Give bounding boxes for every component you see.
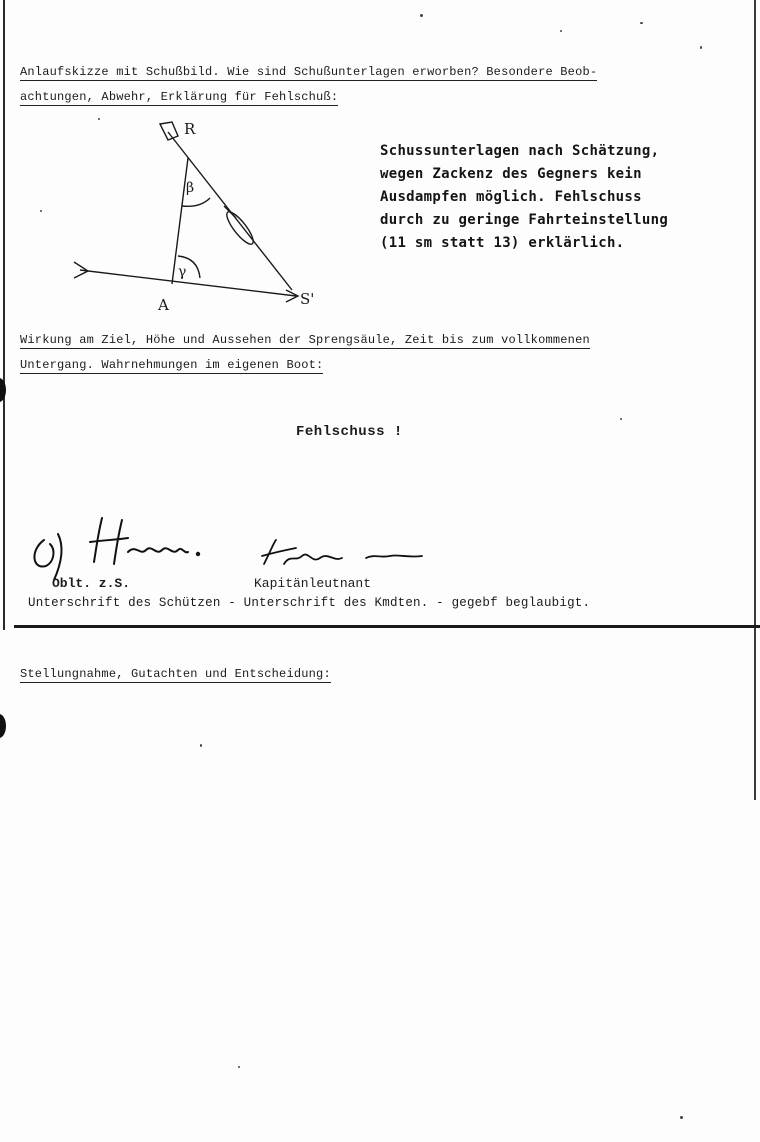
sketch-torpedo-mark (224, 206, 236, 218)
section2-heading-line1: Wirkung am Ziel, Höhe und Aussehen der Sprengsäule, Zeit bis zum vollkommenen (20, 333, 590, 347)
scan-speck (680, 1116, 683, 1119)
signature-caption: Unterschrift des Schützen - Unterschrift des Kmdten. - gegebf beglaubigt. (28, 596, 591, 610)
commander-rank: Kapitänleutnant (254, 576, 372, 591)
sketch-angle-beta: β (186, 180, 195, 196)
section-divider (14, 625, 760, 628)
sketch-track-line (80, 270, 296, 296)
section3-heading: Stellungnahme, Gutachten und Entscheidung: (20, 667, 331, 681)
sketch-angle-arc-upper (182, 198, 210, 206)
note-line-3: Ausdampfen möglich. Fehlschuss (380, 189, 642, 205)
sketch-label-a: A (158, 296, 169, 314)
section1-heading-line2: achtungen, Abwehr, Erklärung für Fehlschuß: (20, 90, 339, 104)
scan-speck (420, 14, 423, 17)
scan-speck (238, 1066, 240, 1068)
scan-speck (200, 744, 202, 747)
note-line-1: Schussunterlagen nach Schätzung, (380, 143, 660, 159)
sketch-line-r-s (168, 132, 292, 290)
commander-signature (256, 534, 436, 574)
result-text: Fehlschuss ! (296, 424, 403, 440)
note-line-4: durch zu geringe Fahrteinstellung (380, 212, 669, 228)
sketch-label-s: S' (300, 290, 315, 308)
sketch-angle-gamma: γ (178, 264, 187, 280)
section2-heading-line2: Untergang. Wahrnehmungen im eigenen Boot: (20, 358, 324, 372)
scan-speck (560, 30, 562, 32)
scan-speck (700, 46, 702, 49)
scan-speck (620, 418, 622, 420)
firing-data-note (380, 140, 668, 255)
punch-hole-bottom (0, 714, 6, 738)
attack-sketch (60, 110, 330, 320)
scan-speck (640, 22, 643, 24)
note-line-2: wegen Zackenz des Gegners kein (380, 166, 642, 182)
punch-hole-top (0, 378, 6, 402)
left-margin-line (3, 0, 5, 630)
note-line-5: (11 sm statt 13) erklärlich. (380, 235, 625, 251)
sketch-boat-marker (160, 122, 178, 140)
sketch-label-r: R (184, 120, 196, 138)
section1-heading-line1: Anlaufskizze mit Schußbild. Wie sind Schußunterlagen erworben? Besondere Beob- (20, 65, 598, 79)
right-margin-line (754, 0, 756, 800)
sketch-torpedo (223, 209, 257, 248)
shooter-rank: Oblt. z.S. (52, 576, 131, 591)
scan-speck (40, 210, 42, 212)
